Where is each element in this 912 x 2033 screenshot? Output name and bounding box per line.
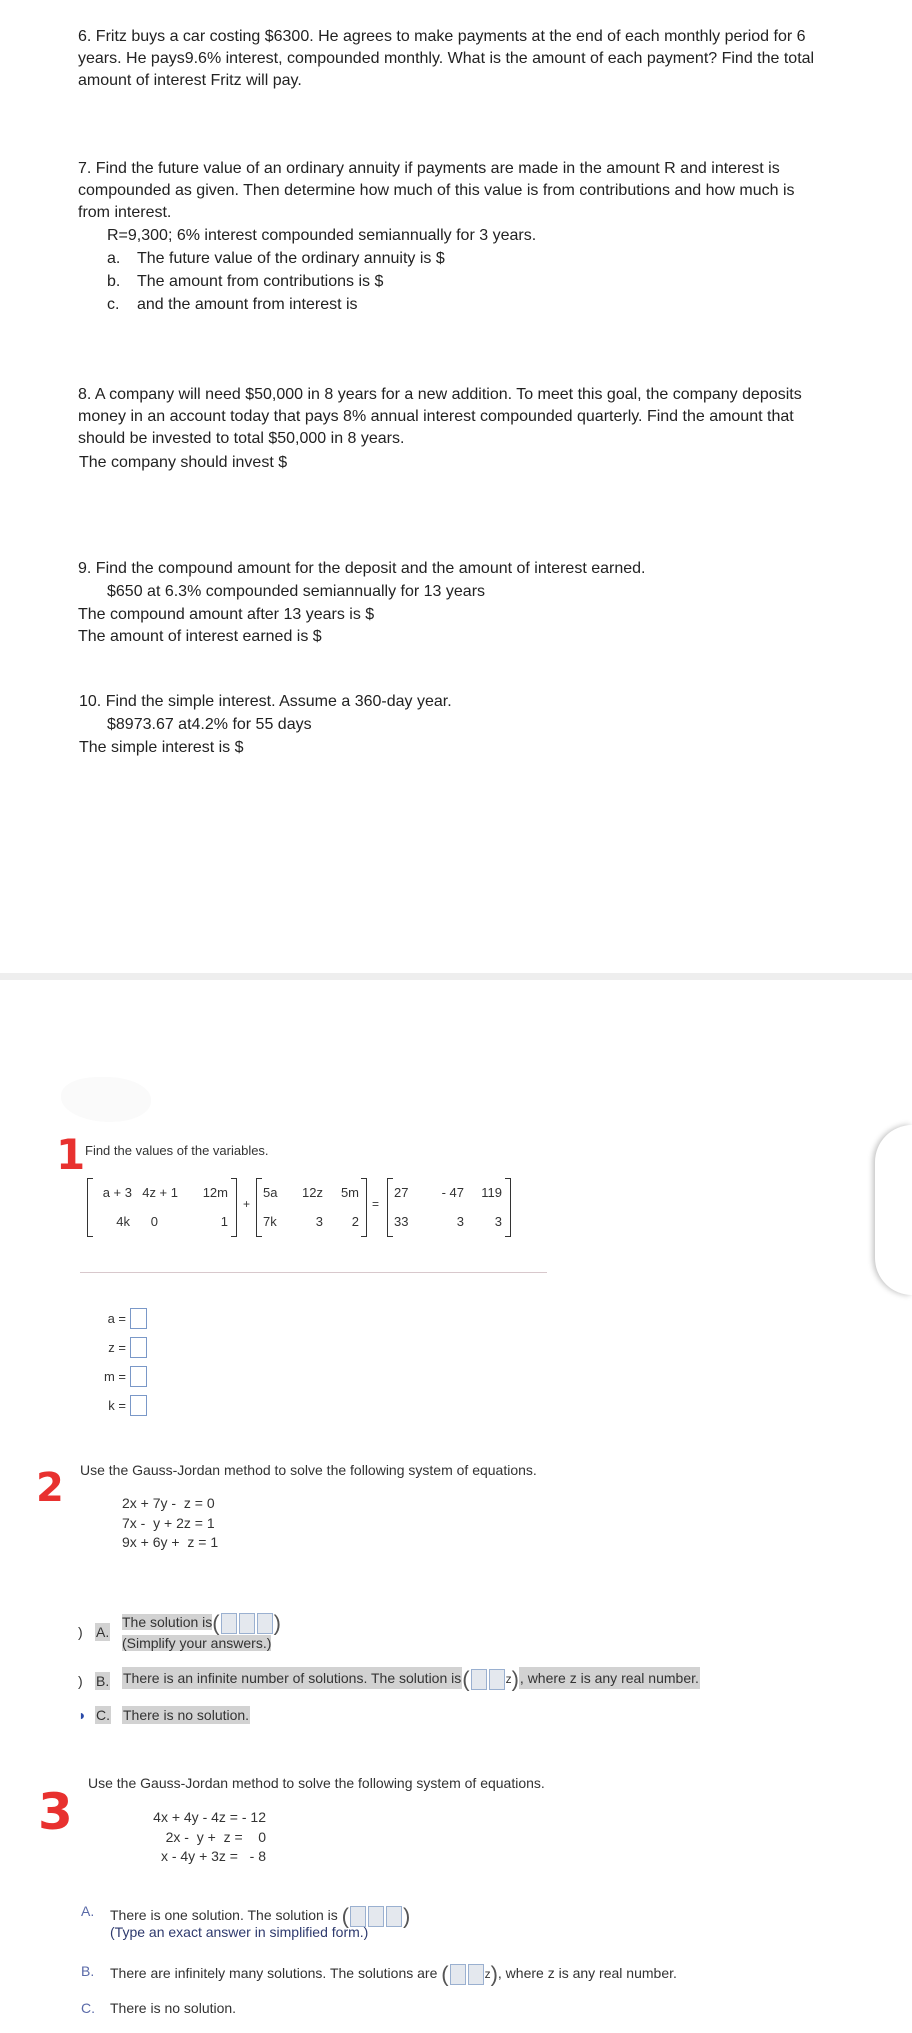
matrix-cell: a + 3 [102,1185,132,1200]
solution-z-input[interactable] [257,1613,273,1634]
equals-sign: = [372,1197,380,1211]
option-text: The solution is [122,1614,213,1631]
solution-x-input[interactable] [471,1669,487,1690]
matrix-cell: 119 [481,1185,502,1200]
q7-part-b [78,270,795,293]
answer-z [80,1337,147,1366]
option-note: (Type an exact answer in simplified form.) [110,1924,369,1940]
matrix-cell: 12z [302,1185,323,1200]
radio-selected-icon[interactable]: ◗ [78,1707,87,1723]
part-letter: b. [107,273,121,290]
section-divider [0,973,912,980]
q9-line: 9. Find the compound amount for the deposit and the amount of interest earned. [78,560,646,577]
red-number-mark: 3 [38,1783,73,1841]
problem2-equations [122,1494,218,1553]
matrix-cell: 4k [116,1214,130,1229]
option-letter: B. [96,1673,110,1689]
answer-label: z = [108,1340,126,1355]
q9-answer: The compound amount after 13 years is $ [78,606,375,623]
p2-option-c[interactable] [78,1706,250,1724]
part-letter: a. [107,250,121,267]
matrix-1 [87,1178,237,1237]
matrix-cell: 1 [220,1214,228,1229]
matrix-3 [387,1178,511,1237]
solution-y-input[interactable] [368,1906,384,1927]
close-paren: ) [490,1961,498,1987]
part-text: The future value of the ordinary annuity is $ [137,250,445,267]
option-letter[interactable]: A. [81,1903,95,1919]
equation: 2x - y + z = 0 [165,1828,266,1845]
radio-icon[interactable]: ) [78,1624,83,1640]
option-suffix: , where z is any real number. [497,1965,677,1982]
q6-line: 6. Fritz buys a car costing $6300. He agrees to make payments at the end of each monthly period for 6 [78,28,806,45]
free-variable: z [484,1967,491,1982]
question-8 [78,384,802,476]
matrix-cell: 3 [315,1214,323,1229]
option-text: There are infinitely many solutions. The solutions are [110,1965,438,1982]
open-paren: ( [341,1903,349,1929]
answer-label: k = [108,1398,126,1413]
q7-part-c [78,293,795,316]
option-note: (Simplify your answers.) [122,1635,272,1651]
problem3-equations [138,1808,266,1867]
q7-line: 7. Find the future value of an ordinary annuity if payments are made in the amount R and interest is [78,160,780,177]
matrix-cell: 12m [202,1185,228,1200]
close-paren: ) [402,1903,411,1929]
question-7 [78,158,795,316]
equation: x - 4y + 3z = - 8 [160,1848,266,1864]
answer-k-input[interactable] [130,1395,147,1416]
q10-given: $8973.67 at4.2% for 55 days [107,716,312,733]
answer-a [80,1308,147,1337]
problem1-prompt: Find the values of the variables. [85,1143,269,1158]
plus-sign: + [243,1197,251,1211]
answer-label: m = [103,1369,126,1384]
equation: 7x - y + 2z = 1 [122,1514,215,1531]
option-letter[interactable]: B. [81,1963,95,1979]
close-paren: ) [511,1666,519,1692]
q8-line: 8. A company will need $50,000 in 8 years for a new addition. To meet this goal, the company deposits [78,386,802,403]
option-text: There is no solution. [123,1707,250,1723]
matrix-cell: 3 [494,1214,502,1229]
matrix-cell: 2 [351,1214,359,1229]
solution-y-input[interactable] [239,1613,255,1634]
q7-line: compounded as given. Then determine how much of this value is from contributions and how much is [78,182,795,199]
answer-k [80,1395,147,1424]
solution-x-input[interactable] [221,1613,237,1634]
q8-line: money in an account today that pays 8% annual interest compounded quarterly. Find the amount that [78,408,794,425]
matrix-cell: 5m [340,1185,359,1200]
solution-x-input[interactable] [450,1964,466,1985]
q9-answer: The amount of interest earned is $ [78,628,322,645]
problem2-prompt: Use the Gauss-Jordan method to solve the following system of equations. [80,1462,537,1478]
answer-z-input[interactable] [130,1337,147,1358]
answer-m-input[interactable] [130,1366,147,1387]
question-6 [78,26,814,92]
q8-line: should be invested to total $50,000 in 8 years. [78,430,405,447]
q6-line: years. He pays9.6% interest, compounded monthly. What is the amount of each payment? Find the total [78,50,815,67]
open-paren: ( [212,1610,220,1636]
option-text: There is no solution. [110,2000,237,2016]
q9-given: $650 at 6.3% compounded semiannually for 13 years [107,583,486,600]
answer-fields [80,1308,147,1424]
open-paren: ( [441,1961,449,1987]
equation: 4x + 4y - 4z = - 12 [153,1809,266,1825]
equation: 2x + 7y - z = 0 [122,1495,215,1511]
answer-a-input[interactable] [130,1308,147,1329]
option-text: There is one solution. The solution is [110,1907,338,1924]
problem3-prompt: Use the Gauss-Jordan method to solve the following system of equations. [88,1775,545,1791]
free-variable: z [505,1672,512,1687]
part-letter: c. [107,296,120,313]
option-suffix: , where z is any real number. [519,1667,700,1689]
option-text: There is an infinite number of solutions. The solution is [122,1667,462,1689]
q8-answer: The company should invest $ [79,454,288,471]
matrix-cell: 4z + 1 [142,1185,178,1200]
matrix-cell: - 47 [441,1185,464,1200]
faint-blob [61,1077,151,1122]
open-paren: ( [462,1666,470,1692]
matrix-cell: 27 [394,1185,409,1200]
floating-action-circle[interactable] [875,1125,912,1295]
matrix-cell: 33 [394,1214,409,1229]
problem-divider [80,1272,547,1273]
equation: 9x + 6y + z = 1 [122,1534,219,1550]
matrix-cell: 3 [456,1214,464,1229]
matrix-cell: 5a [263,1185,278,1200]
part-text: and the amount from interest is [137,296,358,313]
q7-given: R=9,300; 6% interest compounded semiannually for 3 years. [107,227,537,244]
solution-y-input[interactable] [468,1964,484,1985]
part-text: The amount from contributions is $ [137,273,384,290]
matrix-cell: 0 [150,1214,158,1229]
red-number-mark: 1 [56,1130,86,1179]
close-paren: ) [273,1610,281,1636]
matrix-cell: 7k [263,1214,277,1229]
red-number-mark: 2 [36,1465,64,1511]
matrix-2 [256,1178,367,1237]
question-10 [79,691,452,759]
answer-label: a = [107,1311,126,1326]
q10-line: 10. Find the simple interest. Assume a 360-day year. [79,693,452,710]
option-letter: A. [96,1624,110,1640]
p2-option-b[interactable] [78,1666,699,1692]
option-letter[interactable]: C. [81,2000,95,2016]
question-9 [78,558,645,648]
solution-z-input[interactable] [386,1906,402,1927]
q7-line: from interest. [78,204,172,221]
q6-line: amount of interest Fritz will pay. [78,72,302,89]
q7-part-a [78,247,795,270]
answer-m [80,1366,147,1395]
solution-y-input[interactable] [489,1669,505,1690]
q10-answer: The simple interest is $ [79,739,244,756]
radio-icon[interactable]: ) [78,1673,83,1689]
option-letter: C. [96,1707,110,1723]
